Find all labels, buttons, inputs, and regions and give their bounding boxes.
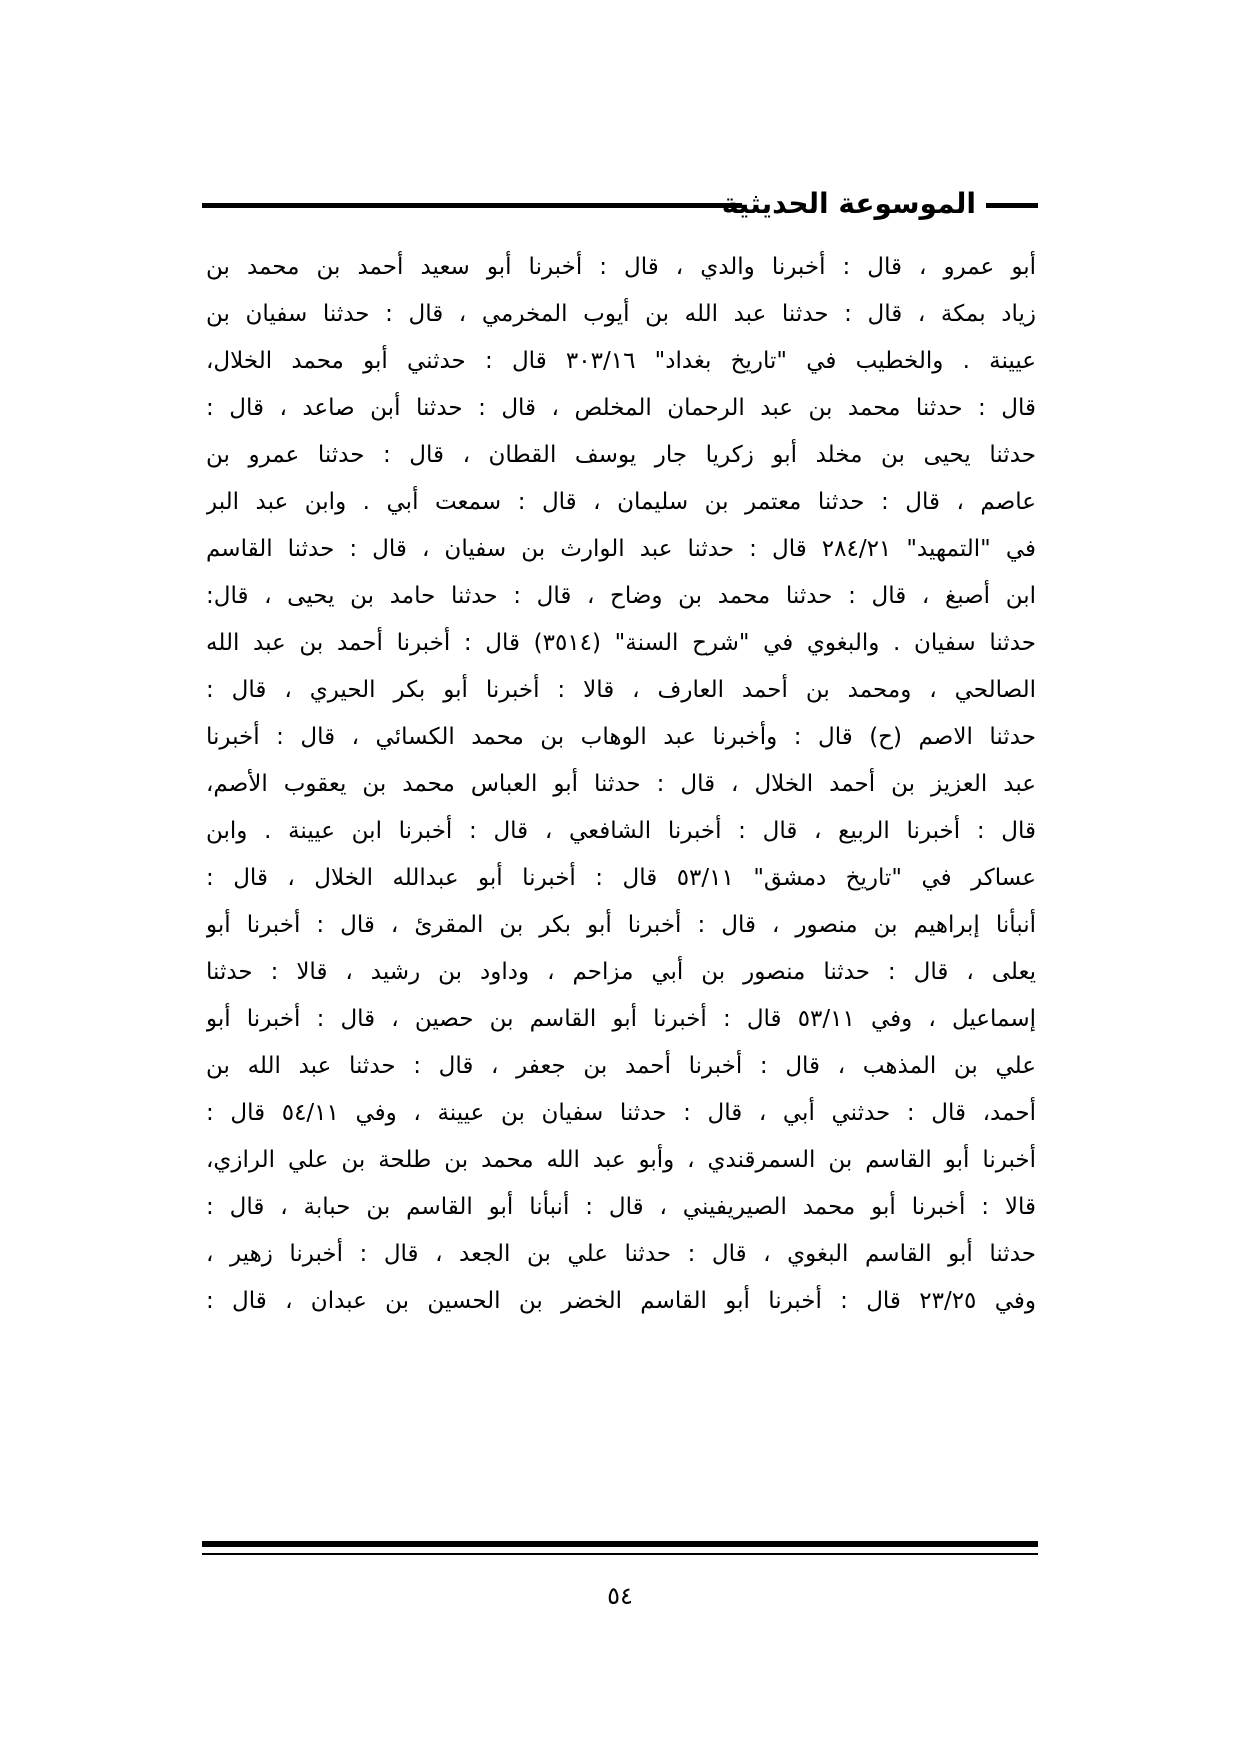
text-line: أحمد، قال : حدثني أبي ، قال : حدثنا سفيان بن عيينة ، وفي ٥٤/١١ قال : [206, 1100, 1036, 1126]
footer-rule-thick [202, 1541, 1038, 1547]
text-line: قال : حدثنا محمد بن عبد الرحمان المخلص ، قال : حدثنا أبن صاعد ، قال : [206, 395, 1036, 421]
header-rule-right [986, 203, 1038, 208]
text-line: عاصم ، قال : حدثنا معتمر بن سليمان ، قال : سمعت أبي . وابن عبد البر [206, 489, 1036, 515]
text-line: يعلى ، قال : حدثنا منصور بن أبي مزاحم ، وداود بن رشيد ، قالا : حدثنا [206, 959, 1036, 985]
text-line: عيينة . والخطيب في "تاريخ بغداد" ٣٠٣/١٦ قال : حدثني أبو محمد الخلال، [206, 348, 1036, 374]
text-line: زياد بمكة ، قال : حدثنا عبد الله بن أيوب المخرمي ، قال : حدثنا سفيان بن [206, 301, 1036, 327]
text-line: حدثنا سفيان . والبغوي في "شرح السنة" (٣٥١٤) قال : أخبرنا أحمد بن عبد الله [206, 630, 1036, 656]
text-line: عبد العزيز بن أحمد الخلال ، قال : حدثنا أبو العباس محمد بن يعقوب الأصم، [206, 771, 1036, 797]
text-line: وفي ٢٣/٢٥ قال : أخبرنا أبو القاسم الخضر بن الحسين بن عبدان ، قال : [206, 1288, 1036, 1314]
page-header [202, 184, 1038, 228]
text-line: أنبأنا إبراهيم بن منصور ، قال : أخبرنا أبو بكر بن المقرئ ، قال : أخبرنا أبو [206, 912, 1036, 938]
text-line: ابن أصبغ ، قال : حدثنا محمد بن وضاح ، قال : حدثنا حامد بن يحيى ، قال: [206, 583, 1036, 609]
text-line: حدثنا يحيى بن مخلد أبو زكريا جار يوسف القطان ، قال : حدثنا عمرو بن [206, 442, 1036, 468]
page-number: ٥٤ [607, 1582, 633, 1610]
text-line: إسماعيل ، وفي ٥٣/١١ قال : أخبرنا أبو القاسم بن حصين ، قال : أخبرنا أبو [206, 1006, 1036, 1032]
footer-rule-thin [202, 1553, 1038, 1555]
text-line: أخبرنا أبو القاسم بن السمرقندي ، وأبو عبد الله محمد بن طلحة بن علي الرازي، [206, 1147, 1036, 1173]
text-line: حدثنا الاصم (ح) قال : وأخبرنا عبد الوهاب بن محمد الكسائي ، قال : أخبرنا [206, 724, 1036, 750]
body-text [206, 244, 1036, 1325]
text-line: قال : أخبرنا الربيع ، قال : أخبرنا الشافعي ، قال : أخبرنا ابن عيينة . وابن [206, 818, 1036, 844]
text-line: علي بن المذهب ، قال : أخبرنا أحمد بن جعفر ، قال : حدثنا عبد الله بن [206, 1053, 1036, 1079]
text-line: عساكر في "تاريخ دمشق" ٥٣/١١ قال : أخبرنا أبو عبدالله الخلال ، قال : [206, 865, 1036, 891]
header-rule-left [202, 203, 742, 208]
header-title: الموسوعة الحديثية [721, 187, 976, 220]
text-line: حدثنا أبو القاسم البغوي ، قال : حدثنا علي بن الجعد ، قال : أخبرنا زهير ، [206, 1241, 1036, 1267]
text-line: في "التمهيد" ٢٨٤/٢١ قال : حدثنا عبد الوارث بن سفيان ، قال : حدثنا القاسم [206, 536, 1036, 562]
text-line: أبو عمرو ، قال : أخبرنا والدي ، قال : أخبرنا أبو سعيد أحمد بن محمد بن [206, 254, 1036, 280]
text-line: قالا : أخبرنا أبو محمد الصيريفيني ، قال : أنبأنا أبو القاسم بن حبابة ، قال : [206, 1194, 1036, 1220]
text-line: الصالحي ، ومحمد بن أحمد العارف ، قالا : أخبرنا أبو بكر الحيري ، قال : [206, 677, 1036, 703]
